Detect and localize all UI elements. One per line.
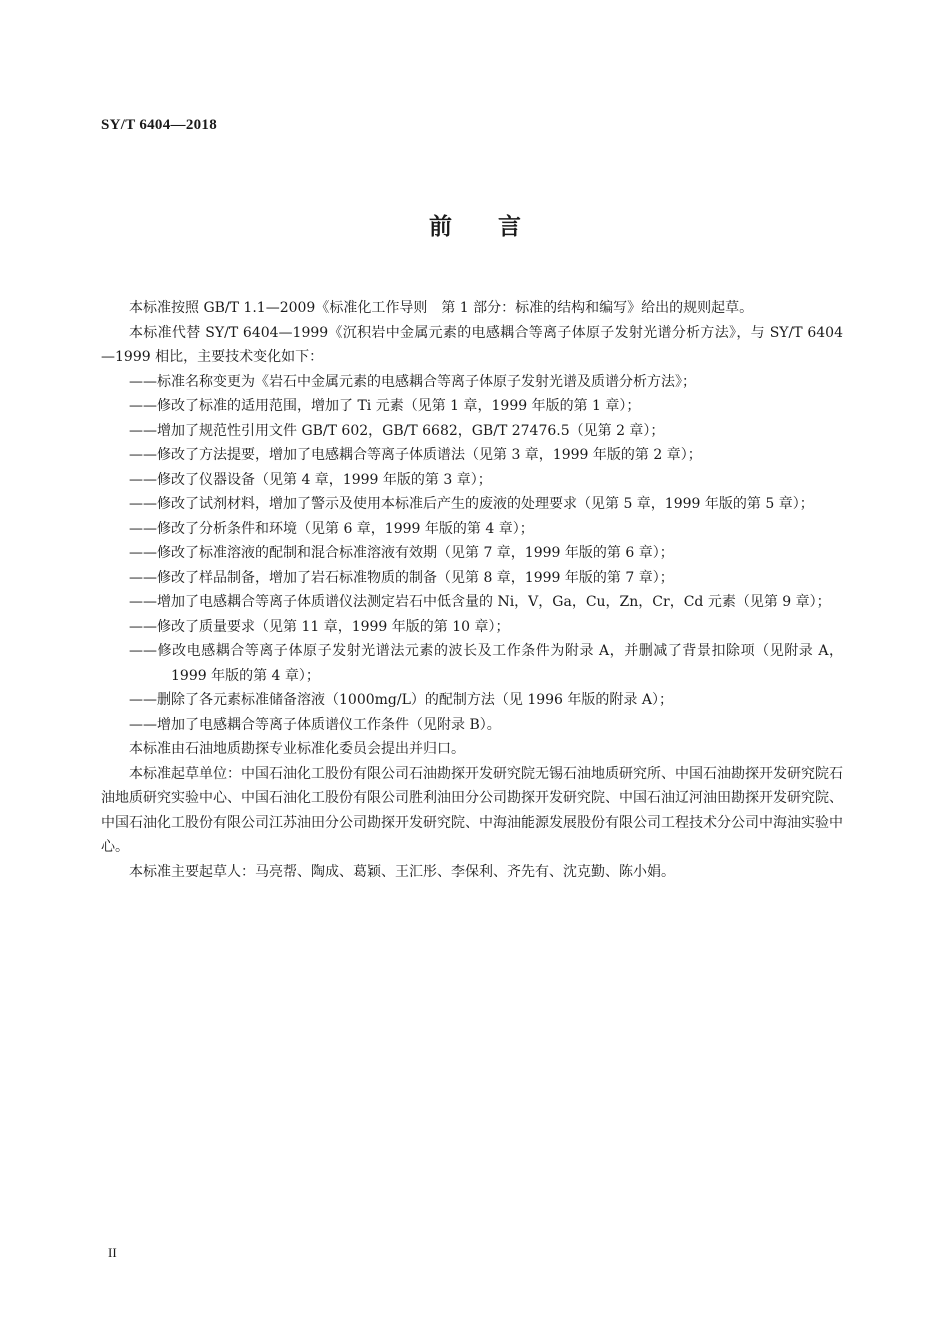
document-code: SY/T 6404—2018 [101,117,218,133]
drafting-organizations: 本标准起草单位：中国石油化工股份有限公司石油勘探开发研究院无锡石油地质研究所、中国石油勘探开发研究院石油地质研究实验中心、中国石油化工股份有限公司胜利油田分公司勘探开发研究院、中国石油辽河油田勘探开发研究院、中国石油化工股份有限公司江苏油田分公司勘探开发研究院、中海油能源发展股份有限公司工程技术分公司中海油实验中心。 [101,765,843,855]
change-item: ——删除了各元素标准储备溶液（1000mg/L）的配制方法（见 1996 年版的附录 A）； [129,692,673,708]
change-item: ——修改电感耦合等离子体原子发射光谱法元素的波长及工作条件为附录 A，并删减了背景扣除项（见附录 A，1999 年版的第 4 章）； [129,643,843,684]
responsible-committee: 本标准由石油地质勘探专业标准化委员会提出并归口。 [129,741,465,757]
change-item: ——修改了标准溶液的配制和混合标准溶液有效期（见第 7 章，1999 年版的第 6 章）； [129,545,674,561]
main-drafters: 本标准主要起草人：马亮帮、陶成、葛颖、王汇彤、李保利、齐先有、沈克勤、陈小娟。 [129,863,675,880]
change-item: ——修改了样品制备，增加了岩石标准物质的制备（见第 8 章，1999 年版的第 7 章）； [129,569,674,586]
change-item: ——修改了仪器设备（见第 4 章，1999 年版的第 3 章）； [129,471,492,488]
change-item: ——修改了质量要求（见第 11 章，1999 年版的第 10 章）； [129,618,510,635]
intro-paragraph: 本标准按照 GB/T 1.1—2009《标准化工作导则 第 1 部分：标准的结构和编写》给出的规则起草。 [129,300,754,316]
change-item: ——修改了标准的适用范围，增加了 Ti 元素（见第 1 章，1999 年版的第 1 章）； [129,398,641,414]
change-item: ——标准名称变更为《岩石中金属元素的电感耦合等离子体原子发射光谱及质谱分析方法》； [129,373,696,390]
change-item: ——增加了电感耦合等离子体质谱仪法测定岩石中低含量的 Ni，V，Ga，Cu，Zn，Cr，Cd 元素（见第 9 章）； [129,594,831,610]
page-title: 前言 [429,214,567,240]
change-item: ——修改了试剂材料，增加了警示及使用本标准后产生的废液的处理要求（见第 5 章，1999 年版的第 5 章）； [129,496,814,512]
change-item: ——增加了规范性引用文件 GB/T 602，GB/T 6682，GB/T 27476.5（见第 2 章）； [129,422,665,439]
preface-body [101,296,843,884]
change-item: ——修改了分析条件和环境（见第 6 章，1999 年版的第 4 章）； [129,520,534,537]
change-item: ——增加了电感耦合等离子体质谱仪工作条件（见附录 B）。 [129,716,501,733]
change-item: ——修改了方法提要，增加了电感耦合等离子体质谱法（见第 3 章，1999 年版的第 2 章）； [129,447,702,463]
page-number: II [108,1245,117,1260]
intro-paragraph: 本标准代替 SY/T 6404—1999《沉积岩中金属元素的电感耦合等离子体原子发射光谱分析方法》，与 SY/T 6404—1999 相比，主要技术变化如下： [101,324,843,365]
